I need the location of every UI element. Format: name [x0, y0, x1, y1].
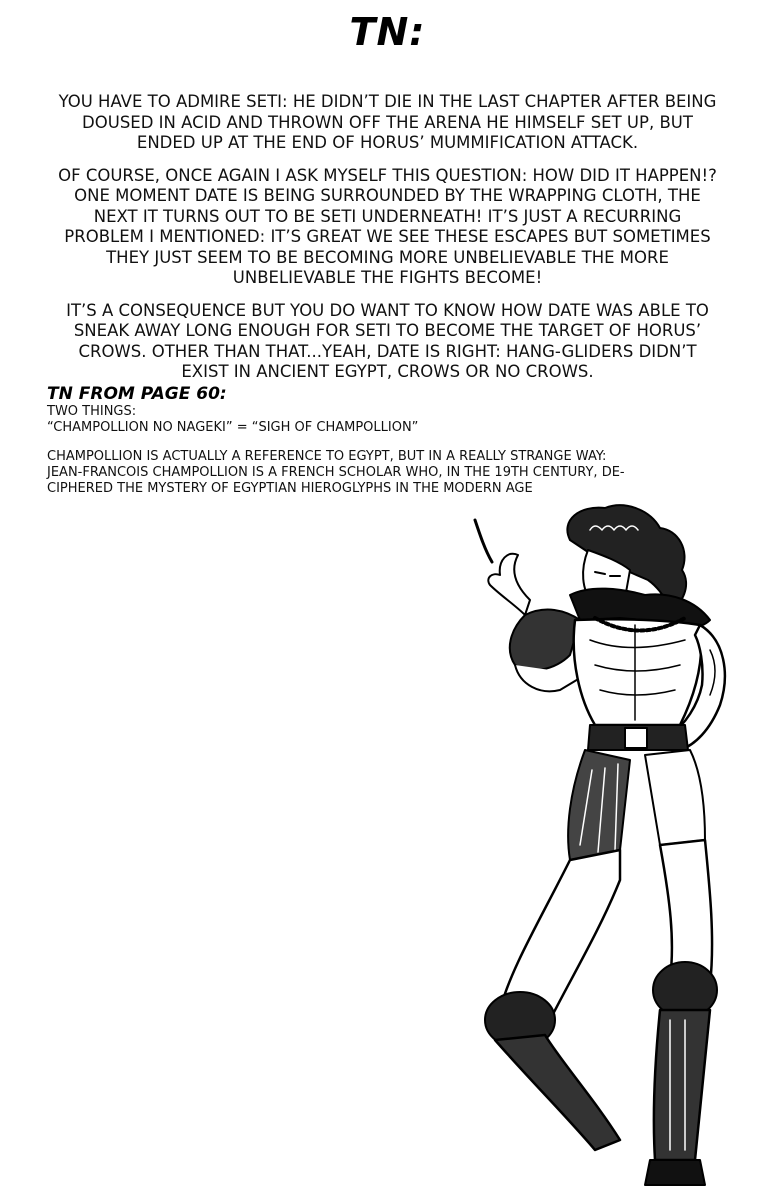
- intro-notes: [55, 92, 720, 395]
- page-60-notes: [47, 404, 737, 497]
- warrior-figure-illustration: [420, 500, 775, 1200]
- intro-paragraph-1: YOU HAVE TO ADMIRE SETI: HE DIDN’T DIE IN THE LAST CHAPTER AFTER BEING DOUSED IN ACID AND THROWN OFF THE ARENA HE HIMSELF SET UP, BUT ENDED UP AT THE END OF HORUS’ MUMMIFICATION ATTACK.: [58, 92, 717, 152]
- section-heading: TN FROM PAGE 60:: [47, 384, 227, 404]
- intro-paragraph-2: OF COURSE, ONCE AGAIN I ASK MYSELF THIS QUESTION: HOW DID IT HAPPEN!? ONE MOMENT DATE IS BEING SURROUNDED BY THE WRAPPING CLOTH, THE NEXT IT TURNS OUT TO BE SETI UNDERNEATH! IT’S JUST A RECURRING PROBLEM I MENTIONED: IT’S GREAT WE SEE THESE ESCAPES BUT SOMETIMES THEY JUST SEEM TO BE BECOMING MORE UNBELIEVABLE THE MORE UNBELIEVABLE THE FIGHTS BECOME!: [58, 165, 717, 287]
- page-title: TN:: [349, 10, 426, 54]
- note-line-4: JEAN-FRANCOIS CHAMPOLLION IS A FRENCH SCHOLAR WHO, IN THE 19TH CENTURY, DE-: [47, 465, 625, 480]
- note-line-1: TWO THINGS:: [47, 404, 137, 419]
- note-line-3: CHAMPOLLION IS ACTUALLY A REFERENCE TO EGYPT, BUT IN A REALLY STRANGE WAY:: [47, 449, 607, 464]
- intro-paragraph-3: IT’S A CONSEQUENCE BUT YOU DO WANT TO KNOW HOW DATE WAS ABLE TO SNEAK AWAY LONG ENOUGH FOR SETI TO BECOME THE TARGET OF HORUS’ CROWS. OTHER THAN THAT...YEAH, DATE IS RIGHT: HANG-GLIDERS DIDN’T EXIST IN ANCIENT EGYPT, CROWS OR NO CROWS.: [66, 300, 709, 381]
- note-line-2: “CHAMPOLLION NO NAGEKI” = “SIGH OF CHAMPOLLION”: [47, 420, 419, 435]
- note-line-5: CIPHERED THE MYSTERY OF EGYPTIAN HIEROGLYPHS IN THE MODERN AGE: [47, 481, 533, 496]
